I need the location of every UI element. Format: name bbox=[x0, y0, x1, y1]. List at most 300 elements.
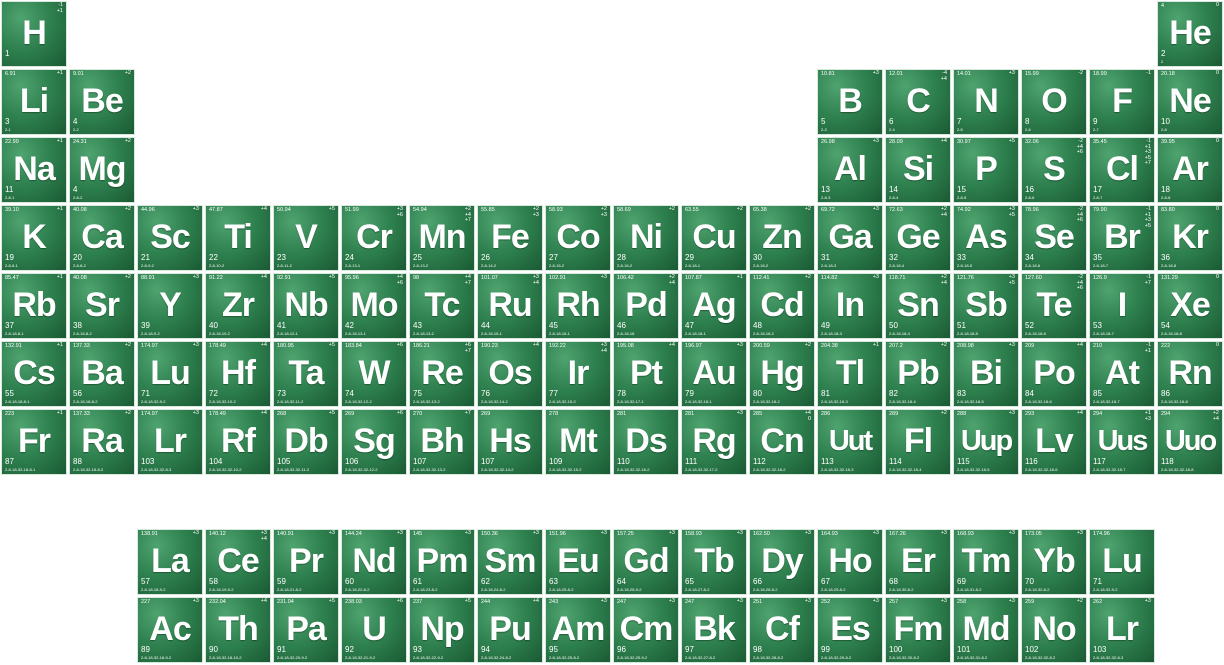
oxidation-states: 0 bbox=[1215, 206, 1219, 212]
element-symbol: Cd bbox=[760, 286, 804, 324]
electron-configuration: 2-8-18-32-9-2 bbox=[141, 399, 166, 404]
element-symbol: Ba bbox=[81, 354, 123, 392]
atomic-number: 98 bbox=[753, 645, 762, 654]
oxidation-states: 0 bbox=[1215, 274, 1219, 280]
oxidation-states: +4 bbox=[260, 342, 267, 348]
oxidation-states: +3 bbox=[804, 530, 811, 536]
electron-configuration: 2-8-5 bbox=[957, 195, 967, 200]
atomic-mass: 196.97 bbox=[685, 343, 702, 349]
element-symbol: Ca bbox=[81, 218, 123, 256]
atomic-mass: 144.24 bbox=[345, 531, 362, 537]
element-tile-pu bbox=[477, 597, 543, 663]
element-symbol: Ru bbox=[488, 286, 532, 324]
electron-configuration: 2-8-18-30-8-2 bbox=[889, 587, 914, 592]
atomic-mass: 227 bbox=[141, 599, 151, 605]
atomic-number: 85 bbox=[1093, 389, 1102, 398]
element-tile-be bbox=[69, 69, 135, 135]
atomic-mass: 281 bbox=[617, 411, 627, 417]
atomic-number: 86 bbox=[1161, 389, 1170, 398]
atomic-number: 95 bbox=[549, 645, 558, 654]
element-symbol: Os bbox=[488, 354, 532, 392]
oxidation-states: +1 bbox=[56, 70, 63, 76]
atomic-number: 5 bbox=[821, 117, 826, 126]
atomic-number: 67 bbox=[821, 577, 830, 586]
element-tile-u bbox=[341, 597, 407, 663]
element-tile-fl bbox=[885, 409, 951, 475]
atomic-mass: 112.41 bbox=[753, 275, 770, 281]
element-symbol: Se bbox=[1034, 218, 1074, 256]
oxidation-states: +3 bbox=[1144, 598, 1151, 604]
electron-configuration: 2-8-18-15-1 bbox=[481, 331, 502, 336]
electron-configuration: 2-8-18-32-18-8-2 bbox=[73, 467, 104, 472]
element-tile-uus bbox=[1089, 409, 1155, 475]
atomic-number: 112 bbox=[753, 457, 766, 466]
oxidation-states: +4 +6 bbox=[396, 274, 403, 286]
oxidation-states: +6 bbox=[396, 410, 403, 416]
atomic-number: 49 bbox=[821, 321, 830, 330]
atomic-mass: 222 bbox=[1161, 343, 1171, 349]
atomic-mass: 95.96 bbox=[345, 275, 359, 281]
element-symbol: Cm bbox=[619, 610, 673, 648]
element-tile-mn bbox=[409, 205, 475, 271]
atomic-mass: 92.91 bbox=[277, 275, 291, 281]
electron-configuration: 2-8-4 bbox=[889, 195, 899, 200]
element-symbol: Fr bbox=[18, 422, 50, 460]
atomic-number: 29 bbox=[685, 253, 694, 262]
atomic-number: 38 bbox=[73, 321, 82, 330]
atomic-number: 103 bbox=[141, 457, 155, 466]
atomic-mass: 269 bbox=[481, 411, 491, 417]
oxidation-states: +3 bbox=[668, 598, 675, 604]
atomic-mass: 289 bbox=[889, 411, 899, 417]
oxidation-states: +1 +3 bbox=[1144, 410, 1151, 422]
electron-configuration: 2-8-18-8-1 bbox=[5, 331, 24, 336]
atomic-mass: 40.08 bbox=[73, 207, 87, 213]
element-symbol: Yb bbox=[1033, 542, 1075, 580]
atomic-number: 36 bbox=[1161, 253, 1170, 262]
atomic-mass: 58.69 bbox=[617, 207, 631, 213]
element-tile-pr bbox=[273, 529, 339, 595]
atomic-mass: 132.91 bbox=[5, 343, 22, 349]
oxidation-states: -2 +4 +6 bbox=[1076, 206, 1083, 223]
element-tile-mt bbox=[545, 409, 611, 475]
electron-configuration: 2-7 bbox=[1093, 127, 1099, 132]
atomic-number: 59 bbox=[277, 577, 286, 586]
electron-configuration: 2-8-18-7 bbox=[1093, 263, 1109, 268]
element-tile-os bbox=[477, 341, 543, 407]
element-tile-pb bbox=[885, 341, 951, 407]
element-symbol: Ta bbox=[288, 354, 324, 392]
oxidation-states: +3 bbox=[872, 598, 879, 604]
oxidation-states: +1 bbox=[56, 138, 63, 144]
electron-configuration: 2-8-18-3 bbox=[821, 263, 837, 268]
oxidation-states: +2 +3 bbox=[532, 206, 539, 218]
atomic-mass: 50.94 bbox=[277, 207, 291, 213]
atomic-mass: 137.33 bbox=[73, 411, 90, 417]
atomic-number: 81 bbox=[821, 389, 830, 398]
electron-configuration: 2-8-11-2 bbox=[277, 263, 292, 268]
element-tile-hs bbox=[477, 409, 543, 475]
element-symbol: Cf bbox=[765, 610, 799, 648]
electron-configuration: 2-8-18-8 bbox=[1161, 263, 1177, 268]
element-symbol: Cs bbox=[13, 354, 55, 392]
atomic-mass: 294 bbox=[1093, 411, 1103, 417]
element-symbol: Rn bbox=[1168, 354, 1212, 392]
element-tile-c bbox=[885, 69, 951, 135]
atomic-mass: 79.90 bbox=[1093, 207, 1107, 213]
element-tile-p bbox=[953, 137, 1019, 203]
oxidation-states: +3 bbox=[464, 530, 471, 536]
atomic-number: 66 bbox=[753, 577, 762, 586]
atomic-mass: 145 bbox=[413, 531, 423, 537]
oxidation-states: +1 bbox=[56, 410, 63, 416]
oxidation-states: -1 +1 bbox=[56, 2, 63, 14]
electron-configuration: 2-8-18-27-8-2 bbox=[685, 587, 710, 592]
oxidation-states: +5 bbox=[464, 598, 471, 604]
element-tile-ca bbox=[69, 205, 135, 271]
element-symbol: Ac bbox=[149, 610, 191, 648]
atomic-number: 48 bbox=[753, 321, 762, 330]
atomic-number: 32 bbox=[889, 253, 898, 262]
electron-configuration: 2-8-18-25-8-2 bbox=[549, 587, 574, 592]
atomic-number: 16 bbox=[1025, 185, 1034, 194]
atomic-mass: 85.47 bbox=[5, 275, 19, 281]
atomic-number: 61 bbox=[413, 577, 422, 586]
electron-configuration: 2-8-18-32-18-8-1 bbox=[5, 467, 36, 472]
oxidation-states: +4 +7 bbox=[464, 274, 471, 286]
atomic-mass: 158.93 bbox=[685, 531, 702, 537]
element-symbol: Tl bbox=[835, 354, 865, 392]
element-symbol: Fm bbox=[893, 610, 943, 648]
atomic-mass: 78.96 bbox=[1025, 207, 1039, 213]
element-tile-cu bbox=[681, 205, 747, 271]
element-tile-al bbox=[817, 137, 883, 203]
element-symbol: Xe bbox=[1170, 286, 1210, 324]
atomic-number: 8 bbox=[1025, 117, 1030, 126]
atomic-mass: 106.42 bbox=[617, 275, 634, 281]
element-symbol: Hg bbox=[760, 354, 804, 392]
element-symbol: Er bbox=[901, 542, 935, 580]
atomic-number: 53 bbox=[1093, 321, 1102, 330]
atomic-mass: 278 bbox=[549, 411, 559, 417]
element-tile-pt bbox=[613, 341, 679, 407]
oxidation-states: +1 bbox=[56, 274, 63, 280]
element-tile-lr bbox=[1089, 597, 1155, 663]
oxidation-states: +3 bbox=[872, 530, 879, 536]
oxidation-states: +4 bbox=[940, 138, 947, 144]
atomic-mass: 174.97 bbox=[141, 343, 158, 349]
oxidation-states: -2 +4 +6 bbox=[1076, 138, 1083, 155]
element-tile-cs bbox=[1, 341, 67, 407]
atomic-mass: 247 bbox=[685, 599, 695, 605]
element-symbol: Re bbox=[421, 354, 463, 392]
oxidation-states: +3 bbox=[1008, 598, 1015, 604]
atomic-number: 97 bbox=[685, 645, 694, 654]
atomic-number: 69 bbox=[957, 577, 966, 586]
oxidation-states: +3 bbox=[736, 342, 743, 348]
element-tile-ti bbox=[205, 205, 271, 271]
electron-configuration: 2-8-18-32-32-14-2 bbox=[481, 467, 514, 472]
electron-configuration: 2-1 bbox=[5, 127, 11, 132]
atomic-number: 71 bbox=[141, 389, 150, 398]
atomic-number: 18 bbox=[1161, 185, 1170, 194]
electron-configuration: 2-8-18-32-32-18-2 bbox=[753, 467, 786, 472]
electron-configuration: 2-8-18-32-13-2 bbox=[413, 399, 440, 404]
electron-configuration: 2-8-18-32-18-4 bbox=[889, 399, 916, 404]
element-tile-ac bbox=[137, 597, 203, 663]
oxidation-states: +3 +4 bbox=[532, 274, 539, 286]
element-symbol: Th bbox=[218, 610, 258, 648]
element-symbol: Db bbox=[284, 422, 328, 460]
atomic-mass: 4 bbox=[1161, 3, 1165, 9]
element-symbol: U bbox=[362, 610, 386, 648]
atomic-number: 33 bbox=[957, 253, 966, 262]
atomic-number: 96 bbox=[617, 645, 626, 654]
electron-configuration: 2-8-18-32-32-8-2 bbox=[1025, 655, 1056, 660]
element-tile-zr bbox=[205, 273, 271, 339]
oxidation-states: +2 +4 bbox=[940, 274, 947, 286]
atomic-number: 4 bbox=[73, 117, 78, 126]
oxidation-states: +3 bbox=[192, 274, 199, 280]
atomic-mass: 107.87 bbox=[685, 275, 702, 281]
element-symbol: Lr bbox=[1106, 610, 1138, 648]
atomic-number: 42 bbox=[345, 321, 354, 330]
electron-configuration: 2-8-18-32-32-18-4 bbox=[889, 467, 922, 472]
atomic-number: 52 bbox=[1025, 321, 1034, 330]
atomic-mass: 157.25 bbox=[617, 531, 634, 537]
atomic-mass: 162.50 bbox=[753, 531, 770, 537]
element-tile-am bbox=[545, 597, 611, 663]
electron-configuration: 2-8-18-32-30-8-2 bbox=[889, 655, 920, 660]
element-symbol: Nd bbox=[352, 542, 396, 580]
element-symbol: Lu bbox=[1102, 542, 1142, 580]
element-symbol: Fl bbox=[903, 422, 933, 460]
element-tile-cl bbox=[1089, 137, 1155, 203]
element-tile-tl bbox=[817, 341, 883, 407]
oxidation-states: 0 bbox=[1215, 2, 1219, 8]
atomic-mass: 131.29 bbox=[1161, 275, 1178, 281]
atomic-mass: 10.81 bbox=[821, 71, 835, 77]
atomic-mass: 74.92 bbox=[957, 207, 971, 213]
oxidation-states: +2 +4 bbox=[940, 206, 947, 218]
element-symbol: Nb bbox=[284, 286, 328, 324]
electron-configuration: 2-8-18-18-2 bbox=[753, 331, 774, 336]
oxidation-states: +3 bbox=[872, 138, 879, 144]
atomic-number: 93 bbox=[413, 645, 422, 654]
atomic-mass: 164.93 bbox=[821, 531, 838, 537]
atomic-mass: 270 bbox=[413, 411, 423, 417]
electron-configuration: 2-8-18-19-9-2 bbox=[209, 587, 234, 592]
atomic-mass: 178.49 bbox=[209, 343, 226, 349]
electron-configuration: 2-8-8-2 bbox=[73, 263, 86, 268]
atomic-number: 99 bbox=[821, 645, 830, 654]
electron-configuration: 2-8-18-32-32-18-5 bbox=[957, 467, 990, 472]
electron-configuration: 2-8-13-2 bbox=[413, 263, 429, 268]
atomic-number: 101 bbox=[957, 645, 971, 654]
atomic-mass: 51.99 bbox=[345, 207, 359, 213]
electron-configuration: 2-8-18-16-1 bbox=[549, 331, 570, 336]
element-symbol: Uus bbox=[1097, 425, 1147, 457]
atomic-mass: 258 bbox=[957, 599, 967, 605]
oxidation-states: +3 bbox=[192, 530, 199, 536]
element-tile-as bbox=[953, 205, 1019, 271]
atomic-mass: 200.59 bbox=[753, 343, 770, 349]
oxidation-states: +3 bbox=[328, 530, 335, 536]
atomic-mass: 168.93 bbox=[957, 531, 974, 537]
element-tile-bh bbox=[409, 409, 475, 475]
atomic-mass: 251 bbox=[753, 599, 763, 605]
atomic-number: 82 bbox=[889, 389, 898, 398]
element-tile-no bbox=[1021, 597, 1087, 663]
oxidation-states: +3 bbox=[872, 206, 879, 212]
oxidation-states: +6 +7 bbox=[464, 342, 471, 354]
oxidation-states: +3 bbox=[1008, 342, 1015, 348]
element-symbol: K bbox=[22, 218, 46, 256]
element-symbol: Eu bbox=[557, 542, 599, 580]
element-symbol: Cr bbox=[356, 218, 392, 256]
electron-configuration: 2-8-18-32-18-3 bbox=[821, 399, 848, 404]
element-symbol: Hs bbox=[489, 422, 531, 460]
atomic-number: 20 bbox=[73, 253, 82, 262]
element-tile-gd bbox=[613, 529, 679, 595]
oxidation-states: +3 bbox=[940, 598, 947, 604]
atomic-number: 1 bbox=[5, 49, 10, 58]
oxidation-states: +5 bbox=[1008, 138, 1015, 144]
atomic-mass: 91.22 bbox=[209, 275, 223, 281]
atomic-number: 51 bbox=[957, 321, 966, 330]
element-symbol: P bbox=[975, 150, 997, 188]
element-symbol: Be bbox=[81, 82, 123, 120]
element-tile-pm bbox=[409, 529, 475, 595]
atomic-number: 68 bbox=[889, 577, 898, 586]
electron-configuration: 2-8-18-32-28-8-2 bbox=[753, 655, 784, 660]
atomic-number: 94 bbox=[481, 645, 490, 654]
atomic-mass: 243 bbox=[549, 599, 559, 605]
atomic-number: 84 bbox=[1025, 389, 1034, 398]
element-symbol: Pu bbox=[489, 610, 531, 648]
element-symbol: Ds bbox=[625, 422, 667, 460]
atomic-mass: 114.82 bbox=[821, 275, 838, 281]
oxidation-states: +4 bbox=[260, 206, 267, 212]
electron-configuration: 2-8-18-32-10-2 bbox=[209, 399, 236, 404]
atomic-number: 87 bbox=[5, 457, 14, 466]
element-symbol: Rh bbox=[556, 286, 600, 324]
oxidation-states: +1 bbox=[56, 342, 63, 348]
atomic-mass: 121.76 bbox=[957, 275, 974, 281]
atomic-mass: 40.08 bbox=[73, 275, 87, 281]
electron-configuration: 2-8-18-32-32-18-8 bbox=[1161, 467, 1194, 472]
element-tile-bi bbox=[953, 341, 1019, 407]
atomic-mass: 174.97 bbox=[141, 411, 158, 417]
element-symbol: Am bbox=[551, 610, 605, 648]
oxidation-states: -4 +4 bbox=[940, 70, 947, 82]
element-tile-mo bbox=[341, 273, 407, 339]
atomic-mass: 83.80 bbox=[1161, 207, 1175, 213]
atomic-mass: 210 bbox=[1093, 343, 1103, 349]
oxidation-states: +4 bbox=[532, 342, 539, 348]
electron-configuration: 2-8-18-32-32-16-2 bbox=[617, 467, 650, 472]
element-symbol: O bbox=[1041, 82, 1067, 120]
electron-configuration: 2-8-18-32-14-2 bbox=[481, 399, 508, 404]
oxidation-states: +5 bbox=[328, 274, 335, 280]
element-symbol: La bbox=[151, 542, 189, 580]
oxidation-states: +2 bbox=[124, 70, 131, 76]
element-tile-ds bbox=[613, 409, 679, 475]
electron-configuration: 2-2 bbox=[73, 127, 79, 132]
element-symbol: Es bbox=[830, 610, 870, 648]
oxidation-states: -1 +1 +3 +5 +7 bbox=[1144, 138, 1151, 166]
atomic-mass: 39.95 bbox=[1161, 139, 1175, 145]
oxidation-states: +3 bbox=[872, 70, 879, 76]
element-tile-nb bbox=[273, 273, 339, 339]
atomic-number: 113 bbox=[821, 457, 834, 466]
element-symbol: Cl bbox=[1106, 150, 1138, 188]
atomic-mass: 30.97 bbox=[957, 139, 971, 145]
element-symbol: Rf bbox=[221, 422, 255, 460]
element-tile-hg bbox=[749, 341, 815, 407]
atomic-number: 91 bbox=[277, 645, 286, 654]
atomic-number: 107 bbox=[413, 457, 427, 466]
electron-configuration: 2-8-6 bbox=[1025, 195, 1035, 200]
atomic-mass: 167.26 bbox=[889, 531, 906, 537]
element-symbol: Ir bbox=[567, 354, 589, 392]
atomic-mass: 118.71 bbox=[889, 275, 906, 281]
element-symbol: Ar bbox=[1172, 150, 1208, 188]
element-tile-bk bbox=[681, 597, 747, 663]
atomic-mass: 195.08 bbox=[617, 343, 634, 349]
atomic-mass: 257 bbox=[889, 599, 899, 605]
atomic-number: 110 bbox=[617, 457, 630, 466]
atomic-number: 72 bbox=[209, 389, 218, 398]
electron-configuration: 2-8-18-18-4 bbox=[889, 331, 910, 336]
element-symbol: Cu bbox=[692, 218, 736, 256]
atomic-number: 115 bbox=[957, 457, 970, 466]
element-symbol: Pd bbox=[625, 286, 667, 324]
electron-configuration: 2-8-18-24-8-2 bbox=[481, 587, 506, 592]
electron-configuration: 2-8-18-4 bbox=[889, 263, 905, 268]
atomic-number: 9 bbox=[1093, 117, 1098, 126]
element-tile-xe bbox=[1157, 273, 1223, 339]
atomic-mass: 72.63 bbox=[889, 207, 903, 213]
electron-configuration: 2-8-8 bbox=[1161, 195, 1171, 200]
oxidation-states: +2 +4 +7 bbox=[464, 206, 471, 223]
electron-configuration: 2-8-18-32-32-17-2 bbox=[685, 467, 718, 472]
element-tile-i bbox=[1089, 273, 1155, 339]
electron-configuration: 2-8-18-18-7 bbox=[1093, 331, 1114, 336]
electron-configuration: 2-8-18-8-2 bbox=[73, 331, 92, 336]
element-tile-pd bbox=[613, 273, 679, 339]
atomic-number: 103 bbox=[1093, 645, 1107, 654]
oxidation-states: +3 +6 bbox=[396, 206, 403, 218]
atomic-number: 104 bbox=[209, 457, 223, 466]
oxidation-states: +4 bbox=[260, 274, 267, 280]
electron-configuration: 2-8-18-18-8 bbox=[1161, 331, 1182, 336]
element-symbol: Tc bbox=[424, 286, 460, 324]
atomic-number: 34 bbox=[1025, 253, 1034, 262]
atomic-number: 21 bbox=[141, 253, 150, 262]
element-tile-tb bbox=[681, 529, 747, 595]
element-tile-md bbox=[953, 597, 1019, 663]
element-symbol: Ce bbox=[217, 542, 259, 580]
atomic-number: 111 bbox=[685, 457, 698, 466]
element-symbol: W bbox=[358, 354, 390, 392]
oxidation-states: +3 bbox=[192, 206, 199, 212]
electron-configuration: 2-8-18-18-5 bbox=[957, 331, 978, 336]
electron-configuration: 2-8-18-21-8-2 bbox=[277, 587, 302, 592]
element-tile-te bbox=[1021, 273, 1087, 339]
atomic-mass: 101.07 bbox=[481, 275, 498, 281]
electron-configuration: 2-8-18-10-2 bbox=[209, 331, 230, 336]
